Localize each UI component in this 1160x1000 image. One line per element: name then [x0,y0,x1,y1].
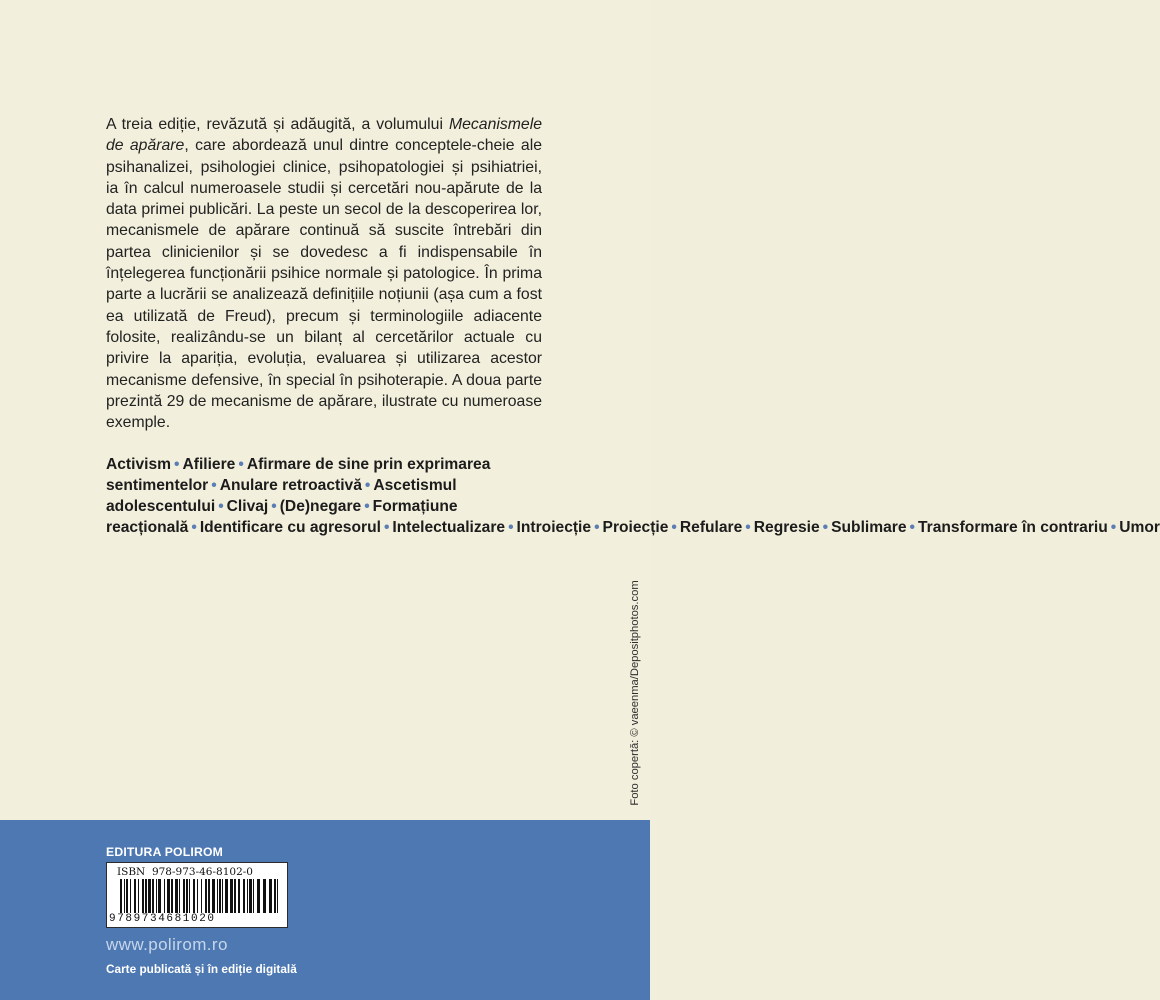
bullet-separator: • [364,498,370,516]
bullet-separator: • [745,519,751,537]
barcode-bar [253,879,254,913]
keyword: Formațiune reacțională [106,498,458,537]
barcode-bar [158,879,161,913]
keyword: Introiecție [516,519,592,537]
bullet-separator: • [218,498,224,516]
bullet-separator: • [822,519,829,537]
isbn-label: ISBN [117,866,146,878]
keyword: Sublimare [831,519,907,537]
bullet-separator: • [909,519,915,537]
keyword: Regresie [753,519,820,537]
barcode-bar [217,879,218,913]
barcode-bar [249,879,252,913]
barcode-bar [145,879,147,913]
description-body: , care abordează unul dintre conceptele-cheie ale psihanalizei, psihologiei clinice, psihopatologiei și psihiatriei, ia în calcul numeroasele studii și cercetări nou-apărute de la data primei publicări. La peste un secol de la descoperirea lor, mecanismele de apărare continuă să suscite întrebări din partea clinicienilor și se dovedesc a fi indispensabile în înțelegerea funcționării psihice normale și patologice. În prima parte a lucrării se analizează definițiile noțiunii (așa cum a fost ea utilizată de Freud), precum și terminologiile adiacente folosite, realizându-se un bilanț al cercetărilor actuale cu privire la apariția, evoluția, evaluarea și utilizarea acestor mecanisme defensive, în special în psihoterapie. A doua parte prezintă 29 de mecanisme de apărare, ilustrate cu numeroase exemple. [106,137,542,432]
bullet-separator: • [238,456,244,473]
barcode-bar [222,879,223,913]
book-description [106,114,542,433]
bullet-separator: • [1110,519,1117,537]
keyword-list [106,454,1160,538]
barcode-bar [156,879,157,913]
barcode-bar [201,879,202,913]
keyword: Afiliere [182,456,236,473]
keyword: Identificare cu agresorul [199,519,381,537]
bullet-separator: • [594,519,600,537]
bullet-separator: • [271,498,277,516]
keyword: (De)negare [279,498,362,516]
bullet-separator: • [191,519,197,537]
barcode-bar [257,879,260,913]
keyword: Transformare în contrariu [918,519,1108,537]
barcode-bar [179,879,180,913]
barcode-bar [243,879,245,913]
bullet-separator: • [508,519,514,537]
photo-credit-text: Foto copertă: © vaeenma/Depositphotos.com [629,580,641,806]
keyword: Anulare retroactivă [219,477,362,495]
isbn-line [117,866,253,878]
isbn-barcode [106,862,288,928]
keyword: Umor [1119,519,1160,537]
keyword: Intelectualizare [392,519,506,537]
description-intro: A treia ediție, revăzută și adăugită, a volumului [106,116,449,133]
barcode-bar [197,879,198,913]
keyword: Activism [106,456,172,473]
keyword: Ascetismul adolescentului [106,477,457,516]
barcode-bar [189,879,190,913]
description-book-title: Mecanismele de apărare [106,116,542,155]
barcode-bar [212,879,215,913]
barcode-bar [219,879,221,913]
barcode-bar [263,879,266,913]
barcode-bar [148,879,151,913]
barcode-bars [117,879,283,913]
barcode-bar [164,879,165,913]
barcode-bar [175,879,178,913]
bullet-separator: • [174,456,180,473]
barcode-bar [167,879,170,913]
barcode-bar [152,879,154,913]
bullet-separator: • [364,477,371,495]
barcode-bar [142,879,144,913]
barcode-bar [126,879,128,913]
bullet-separator: • [211,477,217,495]
barcode-bar [225,879,228,913]
barcode-bar [183,879,185,913]
barcode-digits: 9789734681020 [109,913,216,925]
barcode-bar [277,879,278,913]
barcode-bar [205,879,207,913]
barcode-bar [274,879,276,913]
keyword: Proiecție [602,519,669,537]
publisher-website: www.polirom.ro [106,935,228,954]
bullet-separator: • [383,519,390,537]
isbn-number: 978-973-46-8102-0 [151,866,253,878]
barcode-bar [130,879,131,913]
barcode-bar [193,879,195,913]
barcode-bar [208,879,210,913]
barcode-bar [269,879,272,913]
barcode-bar [247,879,248,913]
barcode-bar [134,879,136,913]
keyword: Clivaj [226,498,269,516]
publisher-name: EDITURA POLIROM [106,845,223,859]
barcode-bar [238,879,240,913]
barcode-bar [124,879,125,913]
photo-credit [626,568,644,818]
digital-edition-note: Carte publicată și în ediție digitală [106,962,297,976]
barcode-bar [120,879,122,913]
bullet-separator: • [671,519,677,537]
barcode-bar [234,879,236,913]
publisher-band [0,820,650,1000]
keyword: Refulare [679,519,743,537]
barcode-bar [186,879,188,913]
barcode-bar [230,879,233,913]
barcode-bar [138,879,139,913]
keyword: Afirmare de sine prin exprimarea sentimentelor [106,456,491,495]
barcode-bar [171,879,173,913]
